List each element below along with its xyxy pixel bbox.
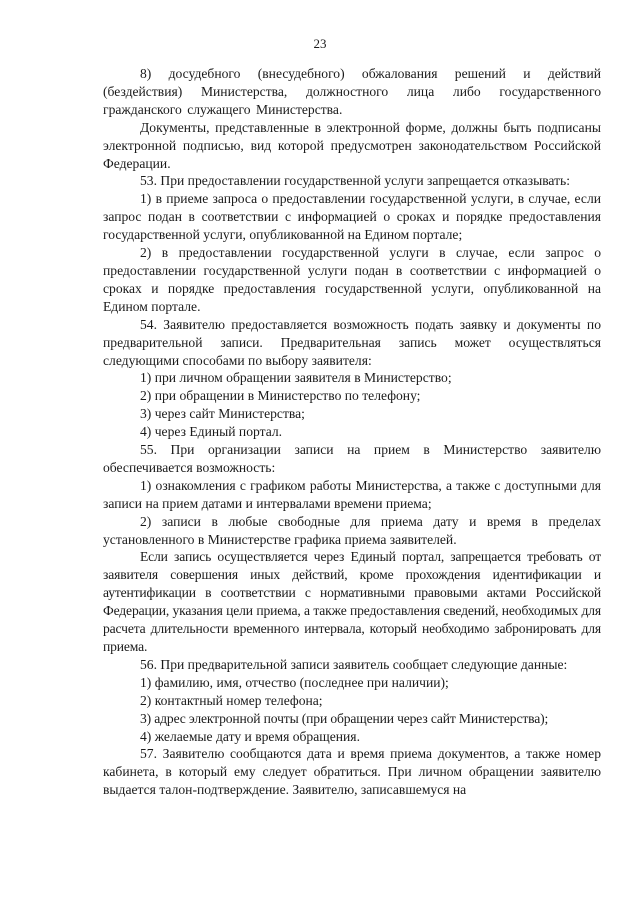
paragraph-54-item-1: 1) при личном обращении заявителя в Министерство; [140,370,452,386]
paragraph-55: 55. При организации записи на прием в Министерство заявителю обеспечивается возможность: [103,442,601,475]
paragraph-55-item-2: 2) записи в любые свободные для приема дату и время в пределах установленного в Министерстве графика приема заявителей. [103,513,601,547]
paragraph-53: 53. При предоставлении государственной услуги запрещается отказывать: [140,173,571,189]
paragraph-56: 56. При предварительной записи заявитель сообщает следующие данные: [140,656,568,672]
document-body [103,65,601,799]
paragraph-56-item-1: 1) фамилию, имя, отчество (последнее при наличии); [140,674,449,690]
paragraph-54-item-2: 2) при обращении в Министерство по телефону; [140,388,421,404]
paragraph-56-item-3: 3) адрес электронной почты (при обращении через сайт Министерства); [140,710,549,726]
paragraph-electronic-documents: Документы, представленные в электронной форме, должны быть подписаны электронной подписью, вид которой предусмотрен законодательством Российской Федерации. [103,119,601,171]
paragraph-57: 57. Заявителю сообщаются дата и время приема документов, а также номер кабинета, в который ему следует обратиться. При личном обращении заявителю выдается талон-подтверждение. Заявителю, записавшемуся на [103,746,601,798]
paragraph-54-item-3: 3) через сайт Министерства; [140,406,305,422]
paragraph-53-item-1: 1) в приеме запроса о предоставлении государственной услуги, в случае, если запрос подан в соответствии с информацией о сроках и порядке предоставления государственной услуги, опубликованной на Едином портале; [103,191,601,243]
paragraph-53-item-2: 2) в предоставлении государственной услуги в случае, если запрос о предоставлении государственной услуги подан в соответствии с информацией о сроках и порядке предоставления государственной услуги, опубликованной на Едином портале. [103,245,601,314]
paragraph-56-item-4: 4) желаемые дату и время обращения. [140,728,360,744]
paragraph-55-item-1: 1) ознакомления с графиком работы Министерства, а также с доступными для записи на прием датами и интервалами времени приема; [103,477,601,511]
paragraph-54: 54. Заявителю предоставляется возможность подать заявку и документы по предварительной записи. Предварительная запись может осуществляться следующими способами по выбору заявителя: [103,316,601,368]
paragraph-54-item-4: 4) через Единый портал. [140,424,283,440]
page-number: 23 [313,36,327,51]
paragraph-item-8: 8) досудебного (внесудебного) обжалования решений и действий (бездействия) Министерства, должностного лица либо государственного гражданского служащего Министерства. [103,66,601,117]
paragraph-56-item-2: 2) контактный номер телефона; [140,692,323,708]
paragraph-single-portal-note: Если запись осуществляется через Единый портал, запрещается требовать от заявителя совершения иных действий, кроме прохождения идентификации и аутентификации в соответствии с нормативными правовыми актами Российской Федерации, указания цели приема, а также предоставления сведений, необходимых для расчета длительности временного интервала, который необходимо забронировать для приема. [103,549,601,654]
